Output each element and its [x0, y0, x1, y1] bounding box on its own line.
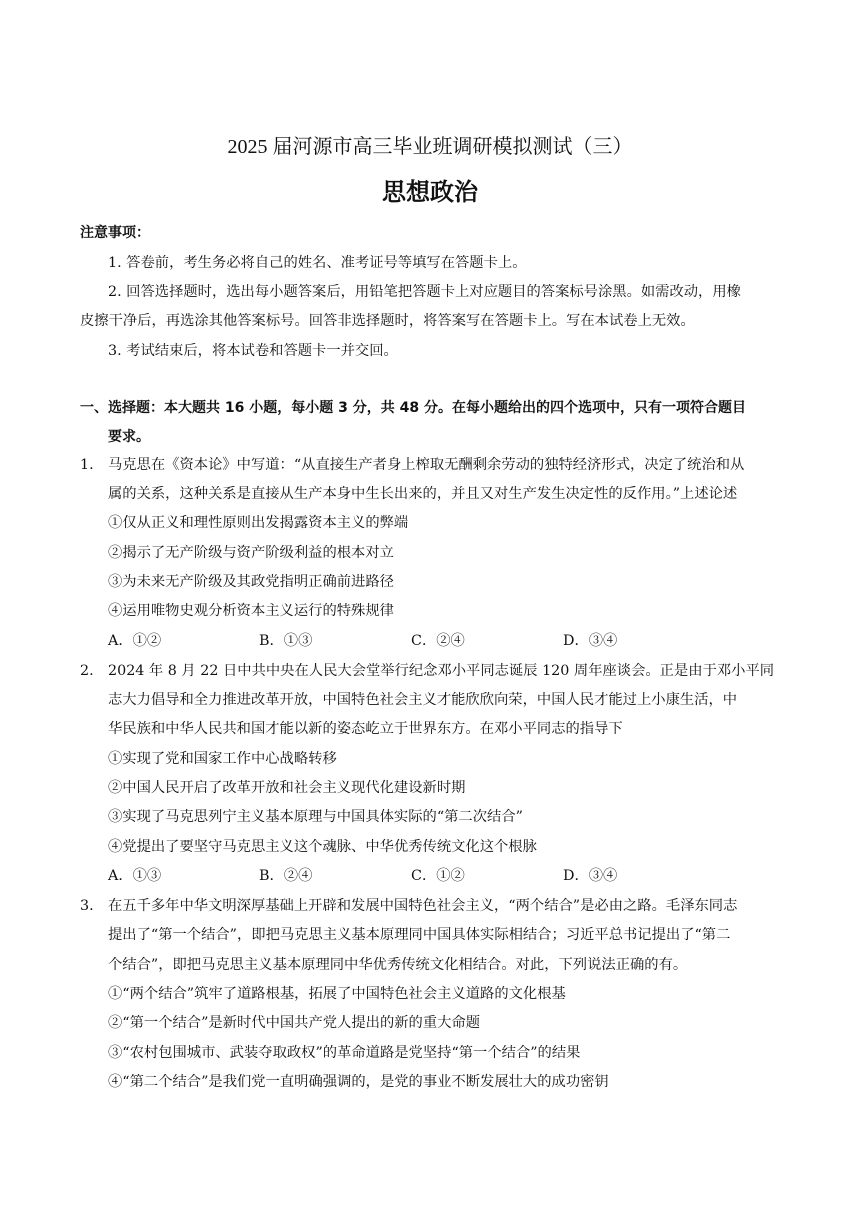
question-number: 1.: [80, 457, 94, 473]
subject-title: 思想政治: [382, 178, 478, 206]
statement: ①仅从正义和理性原则出发揭露资本主义的弊端: [108, 515, 409, 531]
statement: ③为未来无产阶级及其政党指明正确前进路径: [108, 574, 394, 590]
statement: ③实现了马克思列宁主义基本原理与中国具体实际的“第二次结合”: [108, 809, 523, 825]
statement: ①实现了党和国家工作中心战略转移: [108, 751, 337, 767]
question-stem: 在五千多年中华文明深厚基础上开辟和发展中国特色社会主义，“两个结合”是必由之路。毛泽东同志: [108, 898, 738, 914]
statement: ④运用唯物史观分析资本主义运行的特殊规律: [108, 603, 394, 619]
option-c: C．②④: [411, 633, 465, 649]
statement: ④党提出了要坚守马克思主义这个魂脉、中华优秀传统文化这个根脉: [108, 839, 537, 855]
option-b: B．②④: [259, 868, 313, 884]
option-d: D．③④: [563, 868, 618, 884]
question-number: 3.: [80, 898, 94, 914]
statement: ②揭示了无产阶级与资产阶级利益的根本对立: [108, 545, 394, 561]
option-a: A．①③: [108, 868, 162, 884]
question-stem: 2024 年 8 月 22 日中共中央在人民大会堂举行纪念邓小平同志诞辰 120 周年座谈会。正是由于邓小平同: [108, 663, 775, 679]
option-d: D．③④: [563, 633, 618, 649]
statement: ②“第一个结合”是新时代中国共产党人提出的新的重大命题: [108, 1015, 481, 1031]
question-stem: 提出了“第一个结合”，即把马克思主义基本原理同中国具体实际相结合；习近平总书记提出了“第二: [108, 927, 731, 943]
option-b: B．①③: [259, 633, 313, 649]
question-number: 2.: [80, 663, 94, 679]
question-stem: 华民族和中华人民共和国才能以新的姿态屹立于世界东方。在邓小平同志的指导下: [108, 721, 623, 737]
statement: ①“两个结合”筑牢了道路根基，拓展了中国特色社会主义道路的文化根基: [108, 986, 566, 1002]
statement: ②中国人民开启了改革开放和社会主义现代化建设新时期: [108, 780, 466, 796]
question-stem: 个结合”，即把马克思主义基本原理同中华优秀传统文化相结合。对此，下列说法正确的有。: [108, 957, 688, 973]
statement: ③“农村包围城市、武装夺取政权”的革命道路是党坚持“第一个结合”的结果: [108, 1045, 581, 1061]
notice-heading: 注意事项：: [80, 225, 150, 241]
section-heading-cont: 要求。: [108, 429, 150, 445]
question-stem: 属的关系，这种关系是直接从生产本身中生长出来的，并且又对生产发生决定性的反作用。”上述论述: [108, 486, 738, 502]
option-a: A．①②: [108, 633, 162, 649]
question-stem: 志大力倡导和全力推进改革开放，中国特色社会主义才能欣欣向荣，中国人民才能过上小康生活，中: [108, 692, 738, 708]
option-c: C．①②: [411, 868, 465, 884]
section-heading: 一、选择题：本大题共 16 小题，每小题 3 分，共 48 分。在每小题给出的四个选项中，只有一项符合题目: [80, 400, 746, 416]
notice-item: 皮擦干净后，再选涂其他答案标号。回答非选择题时，将答案写在答题卡上。写在本试卷上无效。: [80, 313, 695, 329]
notice-item: 2. 回答选择题时，选出每小题答案后，用铅笔把答题卡上对应题目的答案标号涂黑。如需改动，用橡: [108, 284, 741, 300]
question-stem: 马克思在《资本论》中写道：“从直接生产者身上榨取无酬剩余劳动的独特经济形式，决定了统治和从: [108, 457, 745, 473]
notice-item: 3. 考试结束后，将本试卷和答题卡一并交回。: [108, 343, 398, 359]
notice-item: 1. 答卷前，考生务必将自己的姓名、准考证号等填写在答题卡上。: [108, 255, 527, 271]
exam-title: 2025 届河源市高三毕业班调研模拟测试（三）: [227, 136, 633, 158]
statement: ④“第二个结合”是我们党一直明确强调的，是党的事业不断发展壮大的成功密钥: [108, 1074, 609, 1090]
